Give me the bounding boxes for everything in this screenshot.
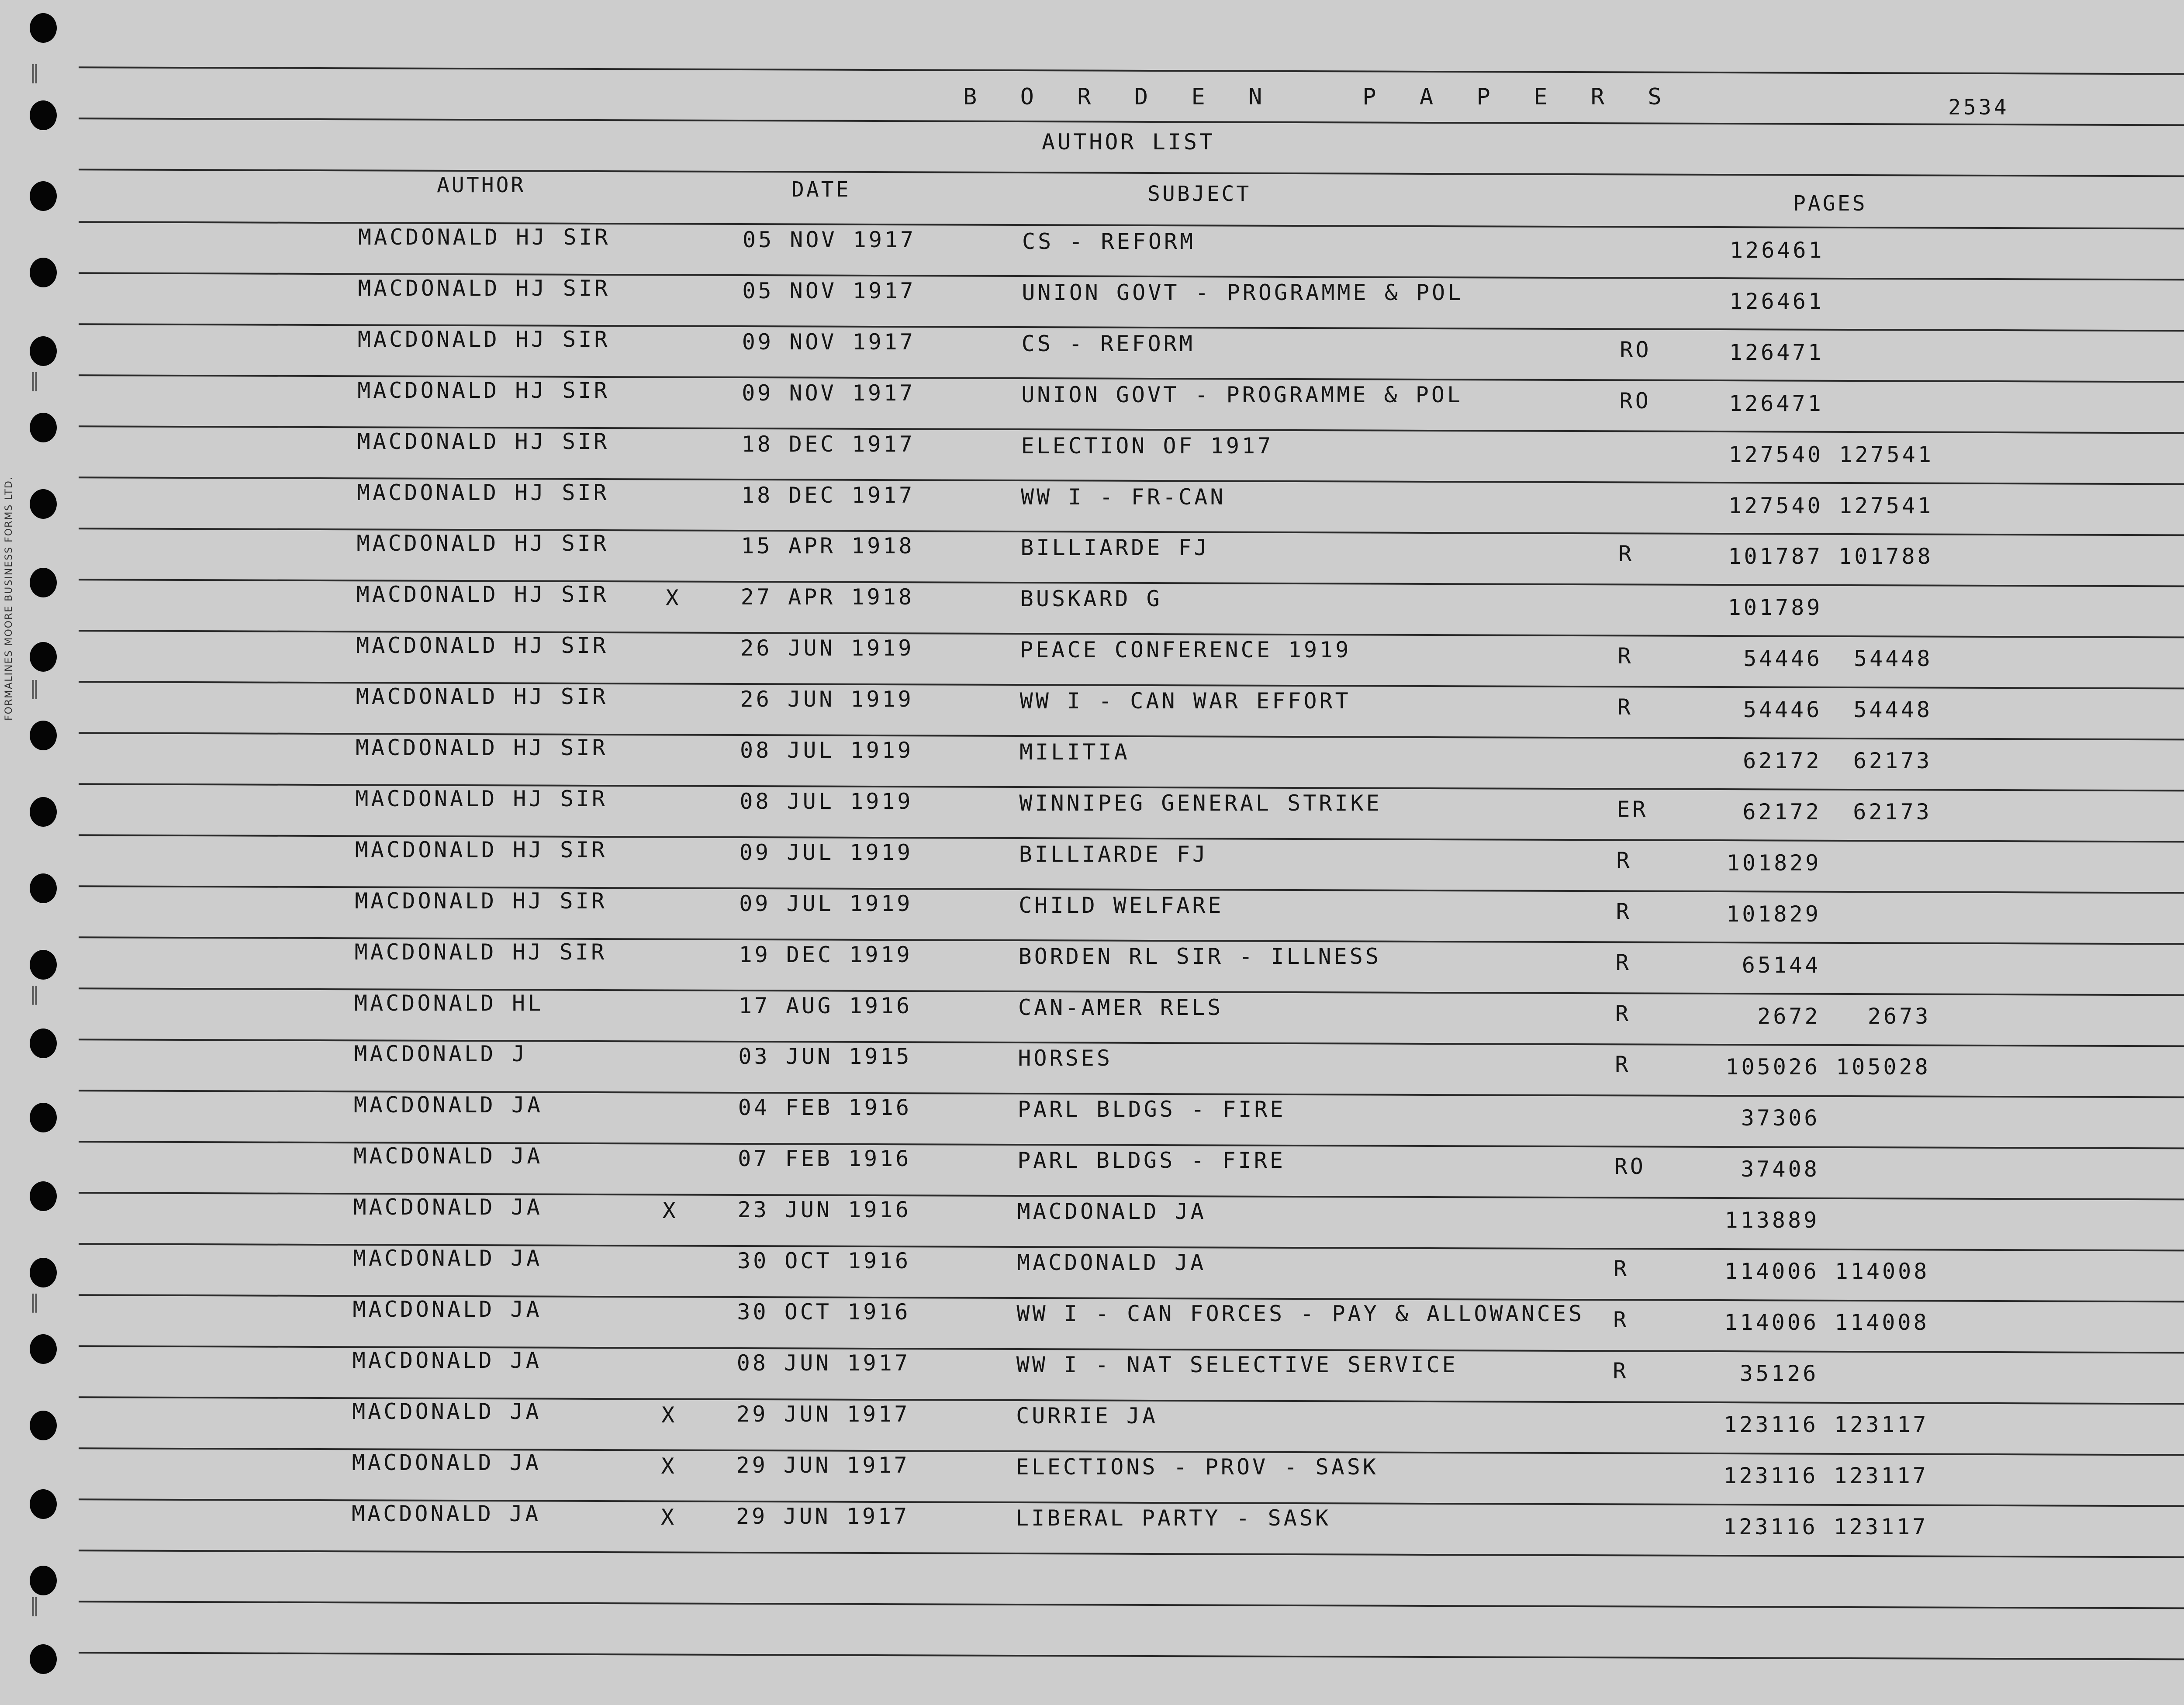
perforation-mark: ‖ bbox=[30, 677, 40, 699]
author-cell: MACDONALD HJ SIR bbox=[356, 582, 609, 607]
date-cell: 26 JUN 1919 bbox=[740, 687, 914, 712]
date-cell: 08 JUN 1917 bbox=[736, 1350, 910, 1376]
subject-cell: CS - REFORM bbox=[1021, 331, 1195, 356]
author-cell: MACDONALD HJ SIR bbox=[357, 428, 610, 454]
code-cell: RO bbox=[1614, 1154, 1646, 1180]
subject-cell: MACDONALD JA bbox=[1017, 1250, 1206, 1275]
pages-cell: 65144 bbox=[1726, 952, 1821, 978]
tractor-hole bbox=[30, 950, 57, 980]
author-cell: MACDONALD HJ SIR bbox=[357, 326, 610, 352]
code-cell: R bbox=[1616, 847, 1632, 873]
pages-cell: 54446 54448 bbox=[1727, 697, 1932, 723]
date-cell: 07 FEB 1916 bbox=[738, 1146, 912, 1172]
date-cell: 26 JUN 1919 bbox=[740, 635, 914, 661]
pages-cell: 123116 123117 bbox=[1723, 1514, 1928, 1539]
author-cell: MACDONALD JA bbox=[352, 1296, 542, 1322]
date-cell: 09 JUL 1919 bbox=[739, 890, 913, 916]
column-header-author: AUTHOR bbox=[437, 173, 526, 197]
author-cell: MACDONALD HJ SIR bbox=[357, 480, 609, 505]
author-cell: MACDONALD HJ SIR bbox=[356, 735, 608, 760]
subject-cell: PARL BLDGS - FIRE bbox=[1017, 1148, 1286, 1173]
date-cell: 09 JUL 1919 bbox=[739, 839, 913, 865]
pages-cell: 127540 127541 bbox=[1728, 442, 1934, 467]
date-cell: 23 JUN 1916 bbox=[737, 1197, 911, 1223]
list-subtitle: AUTHOR LIST bbox=[1042, 129, 1216, 155]
date-cell: 09 NOV 1917 bbox=[742, 380, 916, 406]
subject-cell: WINNIPEG GENERAL STRIKE bbox=[1019, 790, 1382, 816]
pages-cell: 101829 bbox=[1726, 850, 1821, 876]
ruled-line bbox=[79, 1652, 2184, 1660]
tractor-hole bbox=[30, 1029, 57, 1058]
subject-cell: MILITIA bbox=[1019, 739, 1130, 765]
subject-cell: CHILD WELFARE bbox=[1019, 892, 1224, 918]
date-cell: 29 JUN 1917 bbox=[736, 1503, 910, 1529]
author-cell: MACDONALD HJ SIR bbox=[354, 939, 607, 965]
code-cell: R bbox=[1615, 1052, 1631, 1077]
subject-cell: CS - REFORM bbox=[1022, 229, 1196, 254]
code-cell: R bbox=[1618, 541, 1635, 567]
subject-cell: WW I - NAT SELECTIVE SERVICE bbox=[1016, 1352, 1458, 1377]
author-cell: MACDONALD HJ SIR bbox=[355, 837, 608, 863]
subject-cell: PEACE CONFERENCE 1919 bbox=[1020, 637, 1351, 663]
tractor-hole bbox=[30, 873, 57, 903]
pages-cell: 114006 114008 bbox=[1724, 1309, 1929, 1335]
tractor-hole bbox=[30, 721, 57, 750]
ruled-line bbox=[79, 1601, 2184, 1609]
date-cell: 08 JUL 1919 bbox=[740, 738, 914, 763]
code-cell: RO bbox=[1619, 388, 1651, 414]
date-cell: 18 DEC 1917 bbox=[741, 482, 915, 508]
pages-cell: 126471 bbox=[1729, 390, 1824, 416]
pages-cell: 62172 62173 bbox=[1727, 748, 1932, 773]
tractor-hole bbox=[30, 13, 57, 43]
subject-cell: CAN-AMER RELS bbox=[1018, 994, 1223, 1020]
subject-cell: UNION GOVT - PROGRAMME & POL bbox=[1022, 280, 1464, 305]
subject-cell: WW I - CAN FORCES - PAY & ALLOWANCES bbox=[1016, 1301, 1585, 1326]
perforation-mark: ‖ bbox=[30, 1594, 40, 1616]
author-cell: MACDONALD JA bbox=[353, 1194, 543, 1220]
pages-cell: 105026 105028 bbox=[1725, 1054, 1931, 1080]
subject-cell: BILLIARDE FJ bbox=[1020, 535, 1210, 561]
date-cell: 03 JUN 1915 bbox=[738, 1044, 912, 1070]
date-cell: 04 FEB 1916 bbox=[738, 1095, 912, 1121]
author-cell: MACDONALD JA bbox=[352, 1398, 542, 1424]
tractor-hole bbox=[30, 181, 57, 211]
tractor-hole bbox=[30, 642, 57, 672]
pages-cell: 62172 62173 bbox=[1727, 799, 1932, 825]
ruled-line bbox=[79, 1550, 2184, 1558]
flag-cell: X bbox=[662, 1198, 678, 1224]
tractor-hole bbox=[30, 1489, 57, 1519]
perforation-mark: ‖ bbox=[30, 61, 40, 83]
tractor-hole bbox=[30, 489, 57, 519]
date-cell: 30 OCT 1916 bbox=[737, 1248, 911, 1274]
code-cell: ER bbox=[1617, 796, 1648, 822]
tractor-hole bbox=[30, 413, 57, 442]
date-cell: 08 JUL 1919 bbox=[740, 788, 913, 814]
flag-cell: X bbox=[661, 1504, 677, 1530]
column-header-subject: SUBJECT bbox=[1147, 182, 1251, 206]
author-cell: MACDONALD J bbox=[354, 1041, 528, 1067]
subject-cell: ELECTION OF 1917 bbox=[1021, 433, 1274, 459]
document-title: B O R D E N P A P E R S bbox=[963, 84, 1676, 110]
code-cell: RO bbox=[1620, 337, 1652, 362]
pages-cell: 37408 bbox=[1725, 1156, 1820, 1182]
date-cell: 30 OCT 1916 bbox=[737, 1299, 911, 1325]
tractor-hole bbox=[30, 100, 57, 130]
pages-cell: 126461 bbox=[1729, 288, 1825, 314]
pages-cell: 126471 bbox=[1729, 339, 1824, 365]
date-cell: 29 JUN 1917 bbox=[736, 1452, 910, 1478]
pages-cell: 101787 101788 bbox=[1728, 544, 1933, 569]
author-cell: MACDONALD JA bbox=[353, 1092, 543, 1118]
flag-cell: X bbox=[661, 1453, 677, 1479]
author-cell: MACDONALD JA bbox=[352, 1450, 541, 1475]
code-cell: R bbox=[1615, 1001, 1631, 1026]
date-cell: 27 APR 1918 bbox=[740, 584, 914, 610]
author-cell: MACDONALD HJ SIR bbox=[357, 377, 610, 403]
code-cell: R bbox=[1617, 694, 1633, 720]
author-cell: MACDONALD HJ SIR bbox=[358, 224, 611, 250]
pages-cell: 123116 123117 bbox=[1723, 1463, 1928, 1488]
code-cell: R bbox=[1614, 1256, 1630, 1281]
author-cell: MACDONALD HJ SIR bbox=[356, 531, 609, 556]
code-cell: R bbox=[1615, 949, 1631, 975]
subject-cell: HORSES bbox=[1018, 1046, 1113, 1071]
code-cell: R bbox=[1616, 898, 1632, 924]
date-cell: 15 APR 1918 bbox=[741, 533, 915, 559]
date-cell: 17 AUG 1916 bbox=[739, 993, 912, 1018]
perforation-mark: ‖ bbox=[30, 983, 40, 1005]
subject-cell: LIBERAL PARTY - SASK bbox=[1016, 1505, 1331, 1531]
tractor-hole bbox=[30, 336, 57, 366]
author-cell: MACDONALD HJ SIR bbox=[355, 888, 607, 914]
author-cell: MACDONALD HL bbox=[354, 990, 544, 1016]
code-cell: R bbox=[1613, 1307, 1629, 1332]
author-cell: MACDONALD HJ SIR bbox=[358, 275, 611, 301]
subject-cell: MACDONALD JA bbox=[1017, 1199, 1206, 1225]
author-cell: MACDONALD JA bbox=[353, 1246, 543, 1271]
ruled-line bbox=[79, 117, 2184, 126]
subject-cell: PARL BLDGS - FIRE bbox=[1017, 1097, 1286, 1122]
code-cell: R bbox=[1613, 1358, 1629, 1384]
tractor-hole bbox=[30, 1334, 57, 1364]
date-cell: 05 NOV 1917 bbox=[743, 227, 916, 252]
tractor-hole bbox=[30, 1181, 57, 1211]
subject-cell: WW I - FR-CAN bbox=[1021, 484, 1226, 510]
subject-cell: CURRIE JA bbox=[1016, 1403, 1158, 1429]
pages-cell: 123116 123117 bbox=[1724, 1412, 1929, 1437]
pages-cell: 37306 bbox=[1725, 1105, 1820, 1131]
pages-cell: 54446 54448 bbox=[1728, 646, 1933, 672]
tractor-hole bbox=[30, 568, 57, 597]
column-header-date: DATE bbox=[791, 177, 851, 202]
pages-cell: 101829 bbox=[1726, 901, 1821, 927]
tractor-hole bbox=[30, 1103, 57, 1132]
pages-cell: 2672 2673 bbox=[1726, 1003, 1931, 1029]
author-cell: MACDONALD JA bbox=[353, 1143, 543, 1169]
subject-cell: BILLIARDE FJ bbox=[1019, 841, 1209, 867]
author-cell: MACDONALD JA bbox=[352, 1501, 541, 1526]
flag-cell: X bbox=[665, 585, 681, 611]
author-cell: MACDONALD JA bbox=[352, 1347, 542, 1373]
subject-cell: ELECTIONS - PROV - SASK bbox=[1016, 1454, 1379, 1480]
subject-cell: BORDEN RL SIR - ILLNESS bbox=[1018, 943, 1381, 969]
tractor-hole bbox=[30, 1566, 57, 1595]
tractor-hole bbox=[30, 797, 57, 827]
tractor-hole bbox=[30, 1258, 57, 1287]
subject-cell: WW I - CAN WAR EFFORT bbox=[1019, 688, 1351, 714]
author-cell: MACDONALD HJ SIR bbox=[356, 684, 608, 710]
subject-cell: BUSKARD G bbox=[1020, 586, 1162, 612]
date-cell: 18 DEC 1917 bbox=[741, 431, 915, 457]
date-cell: 05 NOV 1917 bbox=[742, 278, 916, 304]
date-cell: 19 DEC 1919 bbox=[739, 942, 912, 967]
pages-cell: 127540 127541 bbox=[1728, 493, 1934, 518]
page-number: 2534 bbox=[1948, 95, 2009, 120]
author-cell: MACDONALD HJ SIR bbox=[355, 786, 608, 811]
author-cell: MACDONALD HJ SIR bbox=[356, 633, 608, 659]
pages-cell: 126461 bbox=[1730, 238, 1825, 263]
date-cell: 09 NOV 1917 bbox=[742, 329, 916, 355]
subject-cell: UNION GOVT - PROGRAMME & POL bbox=[1021, 382, 1463, 407]
pages-cell: 114006 114008 bbox=[1724, 1259, 1930, 1284]
tractor-hole bbox=[30, 1644, 57, 1674]
form-imprint: FORMALINES MOORE BUSINESS FORMS LTD. bbox=[3, 476, 14, 721]
perforation-mark: ‖ bbox=[30, 1291, 40, 1313]
code-cell: R bbox=[1617, 643, 1634, 669]
pages-cell: 113889 bbox=[1724, 1208, 1820, 1233]
perforation-mark: ‖ bbox=[30, 369, 40, 391]
flag-cell: X bbox=[661, 1402, 677, 1428]
ruled-line bbox=[79, 66, 2184, 75]
tractor-hole bbox=[30, 258, 57, 287]
pages-cell: 35126 bbox=[1724, 1360, 1819, 1386]
pages-cell: 101789 bbox=[1728, 595, 1823, 621]
tractor-hole bbox=[30, 1411, 57, 1440]
ruled-line bbox=[79, 169, 2184, 177]
column-header-pages: PAGES bbox=[1793, 191, 1867, 216]
date-cell: 29 JUN 1917 bbox=[736, 1401, 910, 1427]
